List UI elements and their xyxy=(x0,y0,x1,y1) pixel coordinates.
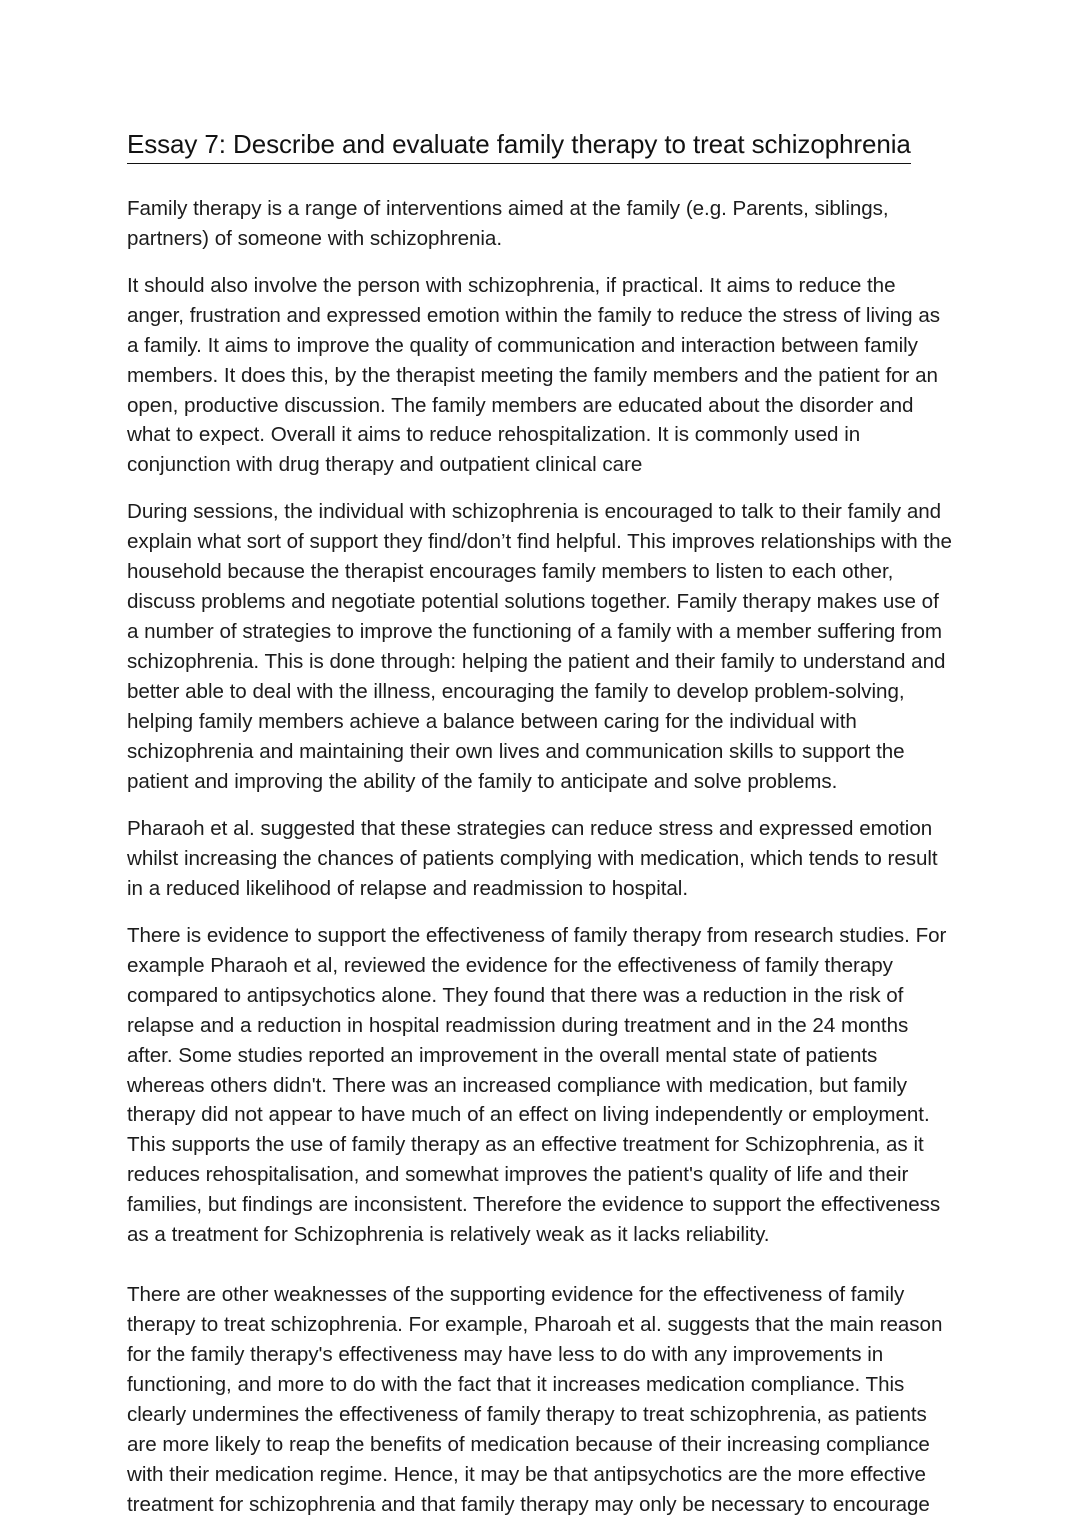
page-title: Essay 7: Describe and evaluate family therapy to treat schizophrenia xyxy=(127,128,911,164)
paragraph-5: There is evidence to support the effectiveness of family therapy from research studies. For example Pharaoh et al, reviewed the evidence for the effectiveness of family therapy compared to antipsychotics alone. They found that there was a reduction in the risk of relapse and a reduction in hospital readmission during treatment and in the 24 months after. Some studies reported an improvement in the overall mental state of patients whereas others didn't. There was an increased compliance with medication, but family therapy did not appear to have much of an effect on living independently or employment. This supports the use of family therapy as an effective treatment for Schizophrenia, as it reduces rehospitalisation, and somewhat improves the patient's quality of life and their families, but findings are inconsistent. Therefore the evidence to support the effectiveness as a treatment for Schizophrenia is relatively weak as it lacks reliability. xyxy=(127,923,947,1247)
document-body xyxy=(127,128,955,1520)
paragraph-6: There are other weaknesses of the supporting evidence for the effectiveness of family therapy to treat schizophrenia. For example, Pharoah et al. suggests that the main reason for the family therapy's effectiveness may have less to do with any improvements in functioning, and more to do with the fact that it increases medication compliance. This clearly undermines the effectiveness of family therapy to treat schizophrenia, as patients are more likely to reap the benefits of medication because of their increasing compliance with their medication regime. Hence, it may be that antipsychotics are the more effective treatment for schizophrenia and that family therapy may only be necessary to encourage xyxy=(127,1283,943,1516)
paragraph-1: Family therapy is a range of interventions aimed at the family (e.g. Parents, siblings, partners) of someone with schizophrenia. xyxy=(127,196,889,250)
paragraph-4: Pharaoh et al. suggested that these strategies can reduce stress and expressed emotion whilst increasing the chances of patients complying with medication, which tends to result in a reduced likelihood of relapse and readmission to hospital. xyxy=(127,816,938,900)
paragraph-2: It should also involve the person with schizophrenia, if practical. It aims to reduce the anger, frustration and expressed emotion within the family to reduce the stress of living as a family. It aims to improve the quality of communication and interaction between family members. It does this, by the therapist meeting the family members and the patient for an open, productive discussion. The family members are educated about the disorder and what to expect. Overall it aims to reduce rehospitalization. It is commonly used in conjunction with drug therapy and outpatient clinical care xyxy=(127,273,940,477)
paragraph-3: During sessions, the individual with schizophrenia is encouraged to talk to their family and explain what sort of support they find/don’t find helpful. This improves relationships with the household because the therapist encourages family members to listen to each other, discuss problems and negotiate potential solutions together. Family therapy makes use of a number of strategies to improve the functioning of a family with a member suffering from schizophrenia. This is done through: helping the patient and their family to understand and better able to deal with the illness, encouraging the family to develop problem-solving, helping family members achieve a balance between caring for the individual with schizophrenia and maintaining their own lives and communication skills to support the patient and improving the ability of the family to anticipate and solve problems. xyxy=(127,500,952,793)
page-title-container xyxy=(127,128,955,180)
